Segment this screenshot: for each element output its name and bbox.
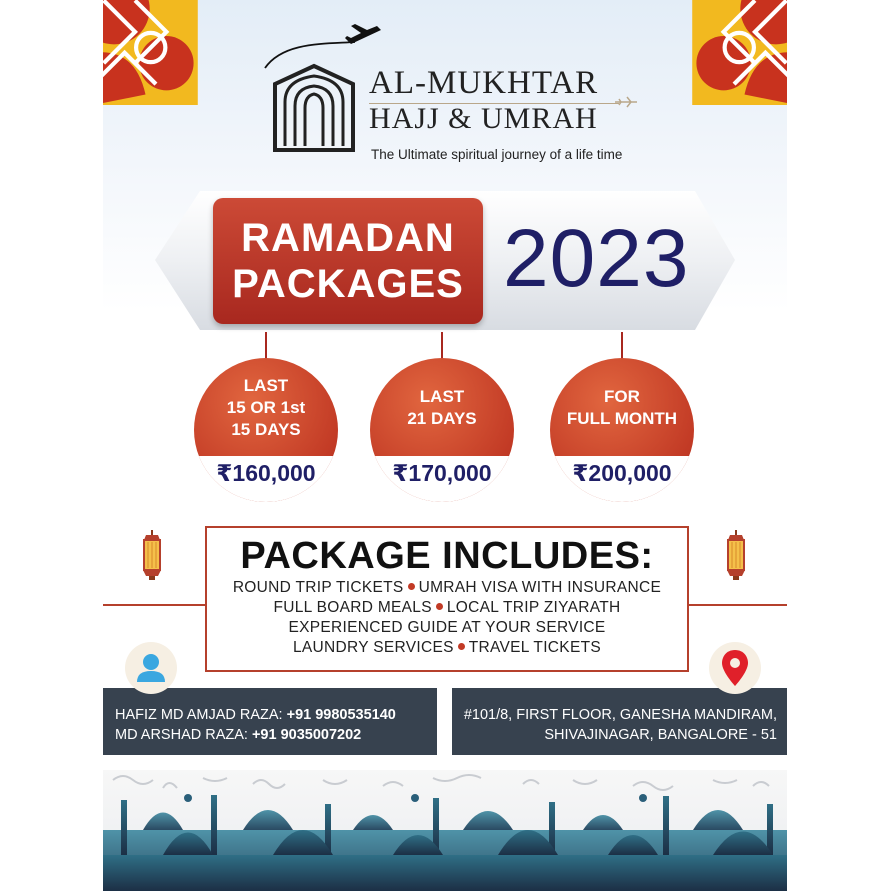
- small-airplane-icon: [615, 96, 637, 108]
- title-ramadan: RAMADAN: [241, 216, 455, 260]
- contact-name: MD ARSHAD RAZA:: [115, 727, 248, 743]
- contact-phone[interactable]: +91 9980535140: [286, 707, 396, 723]
- divider-line-left: [103, 604, 205, 606]
- bullet-dot: [436, 603, 443, 610]
- address-line: #101/8, FIRST FLOOR, GANESHA MANDIRAM,: [463, 707, 777, 723]
- includes-title: PACKAGE INCLUDES:: [240, 535, 654, 577]
- include-item: FULL BOARD MEALS: [273, 599, 432, 616]
- tagline: The Ultimate spiritual journey of a life time: [371, 147, 623, 162]
- package-label-line: 15 OR 1st: [226, 398, 306, 417]
- ramadan-banner: [155, 187, 737, 334]
- include-item: LOCAL TRIP ZIYARATH: [446, 599, 621, 616]
- lantern-icon: [141, 530, 163, 582]
- corner-ornament-right: [692, 0, 787, 105]
- price-bar: [550, 456, 694, 502]
- contact-row: [115, 725, 437, 745]
- title-box: [213, 198, 483, 324]
- includes-line: [207, 578, 687, 598]
- package-full-month: [547, 332, 697, 502]
- person-icon: [125, 642, 177, 694]
- brand-name-line2: HAJJ & UMRAH: [369, 102, 598, 135]
- bullet-dot: [458, 643, 465, 650]
- include-item: UMRAH VISA WITH INSURANCE: [418, 579, 662, 596]
- corner-ornament-left: [103, 0, 198, 105]
- divider-line-right: [687, 604, 787, 606]
- brand-logo: [263, 22, 643, 167]
- package-label-line: FOR: [604, 387, 640, 406]
- brand-name-line1: AL-MUKHTAR: [369, 65, 599, 101]
- contact-row: [115, 705, 437, 725]
- price-bar: [194, 456, 338, 502]
- contact-address: [452, 688, 787, 755]
- include-item: LAUNDRY SERVICES: [293, 639, 454, 656]
- title-packages: PACKAGES: [232, 262, 464, 306]
- package-price: ₹200,000: [572, 460, 672, 486]
- package-label-line: LAST: [419, 387, 465, 406]
- contact-phones: [103, 688, 437, 755]
- poster: [103, 0, 787, 891]
- includes-line: [207, 638, 687, 658]
- package-label-line: 21 DAYS: [407, 409, 477, 428]
- lantern-icon: [725, 530, 747, 582]
- arch-logo-icon: [271, 62, 357, 154]
- contact-name: HAFIZ MD AMJAD RAZA:: [115, 707, 283, 723]
- package-price: ₹160,000: [216, 460, 316, 486]
- include-item: ROUND TRIP TICKETS: [232, 579, 404, 596]
- package-circle: [370, 358, 514, 502]
- package-label-line: 15 DAYS: [231, 420, 301, 439]
- address-line: SHIVAJINAGAR, BANGALORE - 51: [544, 727, 777, 743]
- contact-phone[interactable]: +91 9035007202: [251, 727, 362, 743]
- mosque-skyline: [103, 770, 787, 891]
- year: 2023: [503, 213, 690, 304]
- bullet-dot: [408, 583, 415, 590]
- price-bar: [370, 456, 514, 502]
- package-price: ₹170,000: [392, 460, 492, 486]
- package-21-days: [367, 332, 517, 502]
- includes-line: [207, 598, 687, 618]
- package-includes-box: [205, 526, 689, 672]
- package-label-line: FULL MONTH: [566, 409, 678, 428]
- package-15-days: [191, 332, 341, 502]
- location-pin-icon: [709, 642, 761, 694]
- package-circle: [194, 358, 338, 502]
- includes-line: [207, 618, 687, 638]
- include-item: TRAVEL TICKETS: [468, 639, 601, 656]
- include-item: EXPERIENCED GUIDE AT YOUR SERVICE: [288, 619, 606, 636]
- package-circle: [550, 358, 694, 502]
- package-label-line: LAST: [243, 376, 289, 395]
